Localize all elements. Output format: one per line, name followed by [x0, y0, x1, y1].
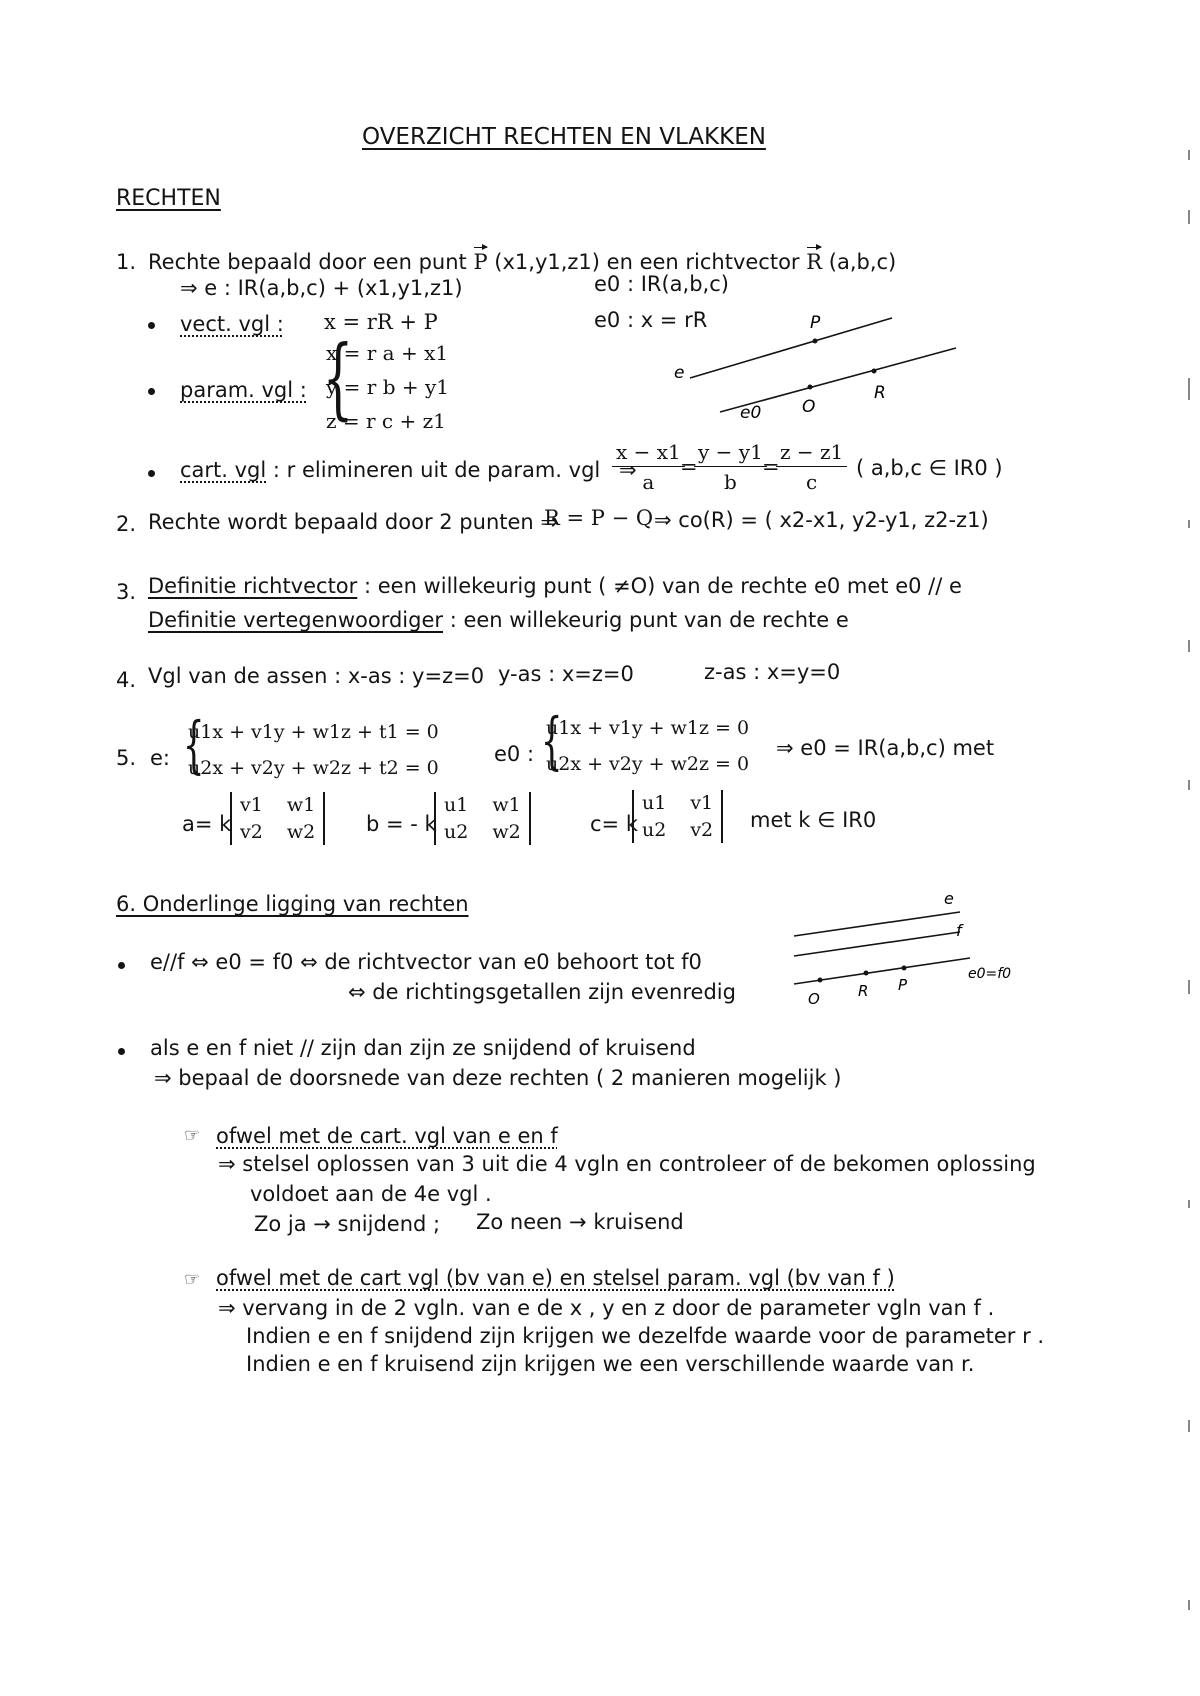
- fraction-x: [612, 440, 685, 494]
- scan-edge-mark: [1188, 378, 1190, 400]
- not-parallel-text: als e en f niet // zijn dan zijn ze snijdend of kruisend: [150, 1036, 696, 1060]
- e-brace: {: [182, 708, 205, 781]
- item4-number: 4.: [116, 668, 137, 692]
- fraction-y-num: y − y1: [694, 440, 767, 467]
- e0-vect-equation: e0 : x = rR: [594, 308, 708, 332]
- e0-brace: {: [540, 704, 563, 777]
- scan-edge-mark: [1188, 780, 1190, 790]
- fig-label-f: f: [956, 921, 962, 940]
- fig-label-e0: e0: [740, 403, 762, 423]
- item1-e-equation: ⇒ e : IR(a,b,c) + (x1,y1,z1): [180, 276, 463, 300]
- item1-line: [148, 250, 896, 274]
- det-a-22: w2: [286, 820, 316, 843]
- e0-equation-2: u2x + v2y + w2z = 0: [546, 753, 750, 775]
- vector-P: P: [473, 250, 488, 274]
- line-figure-1: [660, 300, 1000, 440]
- point-R: [864, 971, 869, 976]
- det-c-21: u2: [642, 818, 667, 841]
- section-heading: RECHTEN: [116, 186, 221, 211]
- cart-vgl-text: : r elimineren uit de param. vgl: [272, 458, 601, 482]
- item5-e-label: e:: [150, 746, 170, 770]
- vect-vgl-label: vect. vgl :: [180, 312, 284, 336]
- fig-label-e: e: [944, 889, 954, 908]
- det-c-22: v2: [690, 818, 714, 841]
- method2-line1: ⇒ vervang in de 2 vgln. van e de x , y en z door de parameter vgln van f .: [218, 1296, 995, 1320]
- det-b-21: u2: [444, 820, 469, 843]
- item1-e0-equation: e0 : IR(a,b,c): [594, 272, 729, 296]
- item6-heading: 6. Onderlinge ligging van rechten: [116, 892, 469, 916]
- item1-p-coords: (x1,y1,z1): [494, 250, 600, 274]
- item4-y-as: y-as : x=z=0: [498, 662, 634, 686]
- pointing-hand-icon: ☞: [184, 1125, 201, 1146]
- fig-label-P: P: [810, 313, 821, 333]
- vector-R: R: [806, 250, 823, 274]
- def-richtvector-text: : een willekeurig punt ( ≠O) van de rechte e0 met e0 // e: [363, 574, 962, 598]
- item3-def1: [148, 574, 962, 598]
- item1-text-a: Rechte bepaald door een punt: [148, 250, 467, 274]
- scan-edge-mark: [1188, 520, 1190, 528]
- e-equation-2: u2x + v2y + w2z + t2 = 0: [188, 757, 439, 779]
- det-c-12: v1: [690, 792, 714, 814]
- param-vgl-label: param. vgl :: [180, 378, 307, 402]
- item2-text: Rechte wordt bepaald door 2 punten ⇒: [148, 510, 558, 534]
- method1-label: ofwel met de cart. vgl van e en f: [216, 1124, 558, 1148]
- fig-label-e: e: [674, 363, 685, 383]
- point-P: [813, 339, 818, 344]
- def-vertegenwoordiger-text: : een willekeurig punt van de rechte e: [449, 608, 849, 632]
- method1-line1: ⇒ stelsel oplossen van 3 uit die 4 vgln en controleer of de bekomen oplossing: [218, 1152, 1036, 1176]
- a-label: a= k: [182, 812, 232, 836]
- bullet: [148, 322, 155, 329]
- determinant-b: [434, 792, 531, 845]
- page-title: OVERZICHT RECHTEN EN VLAKKEN: [362, 124, 766, 150]
- item3-number: 3.: [116, 580, 137, 604]
- method2-line3: Indien e en f kruisend zijn krijgen we een verschillende waarde van r.: [246, 1352, 975, 1376]
- item1-r-coords: (a,b,c): [828, 250, 897, 274]
- cart-vgl-label: cart. vgl: [180, 458, 267, 482]
- method2-line2: Indien e en f snijdend zijn krijgen we dezelfde waarde voor de parameter r .: [246, 1324, 1045, 1348]
- fig-label-e0f0: e0=f0: [968, 966, 1012, 982]
- determinant-a: [230, 792, 325, 845]
- line-figure-2: [780, 884, 1020, 1014]
- e0-equation-1: u1x + v1y + w1z = 0: [546, 717, 750, 739]
- fig-label-O: O: [802, 397, 816, 417]
- det-b-11: u1: [444, 794, 469, 816]
- item1-text-b: en een richtvector: [606, 250, 800, 274]
- item5-result: ⇒ e0 = IR(a,b,c) met: [776, 736, 995, 760]
- item5-number: 5.: [116, 746, 137, 770]
- det-a-11: v1: [240, 794, 263, 816]
- det-b-22: w2: [492, 820, 521, 843]
- fraction-y: [694, 440, 767, 494]
- scan-edge-mark: [1188, 210, 1190, 224]
- fig-label-O: O: [808, 990, 820, 1008]
- cart-vgl-line: [180, 458, 637, 482]
- det-c-11: u1: [642, 792, 667, 814]
- fig-label-P: P: [898, 976, 908, 994]
- item2-coordinates: ⇒ co(R) = ( x2-x1, y2-y1, z2-z1): [654, 508, 989, 532]
- item1-number: 1.: [116, 250, 137, 274]
- item4-z-as: z-as : x=y=0: [704, 660, 841, 684]
- cart-condition: ( a,b,c ∈ IR0 ): [856, 456, 1003, 480]
- fig-label-R: R: [858, 982, 869, 1000]
- point-P: [902, 966, 907, 971]
- det-b-12: w1: [492, 794, 521, 816]
- bullet: [118, 962, 125, 969]
- def-richtvector-label: Definitie richtvector: [148, 574, 358, 598]
- scan-edge-mark: [1188, 1600, 1190, 1610]
- bullet: [148, 470, 155, 477]
- point-R: [872, 369, 877, 374]
- param-eq-y: y = r b + y1: [326, 375, 449, 399]
- param-brace: {: [322, 326, 354, 429]
- c-label: c= k: [590, 812, 638, 836]
- det-a-21: v2: [240, 820, 263, 843]
- fraction-x-num: x − x1: [612, 440, 685, 467]
- item2-equation: R = P − Q: [544, 506, 654, 530]
- method1-line2: voldoet aan de 4e vgl .: [250, 1182, 492, 1206]
- scan-edge-mark: [1188, 980, 1190, 994]
- b-label: b = - k: [366, 812, 437, 836]
- param-eq-x: x = r a + x1: [326, 341, 449, 365]
- scan-edge-mark: [1188, 150, 1190, 160]
- fraction-z-den: c: [806, 470, 818, 494]
- param-eq-z: z = r c + z1: [326, 409, 446, 433]
- fraction-z: [776, 440, 847, 494]
- determinant-c: [632, 790, 723, 843]
- method2-label: ofwel met de cart vgl (bv van e) en stelsel param. vgl (bv van f ): [216, 1266, 895, 1290]
- method1-line3b: Zo neen → kruisend: [476, 1210, 684, 1234]
- point-O: [818, 978, 823, 983]
- item4-text: Vgl van de assen : x-as : y=z=0: [148, 664, 485, 688]
- bullet: [148, 388, 155, 395]
- fraction-x-den: a: [642, 470, 655, 494]
- cart-vgl-arrow: ⇒: [618, 458, 637, 482]
- parallel-line-a: e//f ⇔ e0 = f0 ⇔ de richtvector van e0 behoort tot f0: [150, 950, 702, 974]
- parallel-line-b: ⇔ de richtingsgetallen zijn evenredig: [348, 980, 736, 1004]
- e-equation-1: u1x + v1y + w1z + t1 = 0: [188, 721, 439, 743]
- def-vertegenwoordiger-label: Definitie vertegenwoordiger: [148, 608, 444, 632]
- scan-edge-mark: [1188, 1200, 1190, 1208]
- fig-label-R: R: [874, 383, 886, 403]
- k-condition: met k ∈ IR0: [750, 808, 877, 832]
- item2-number: 2.: [116, 512, 137, 536]
- fraction-z-num: z − z1: [776, 440, 847, 467]
- method1-line3a: Zo ja → snijdend ;: [254, 1212, 441, 1236]
- vect-vgl-equation: x = rR + P: [324, 310, 438, 334]
- pointing-hand-icon: ☞: [184, 1269, 201, 1290]
- scan-edge-mark: [1188, 640, 1190, 652]
- bullet: [118, 1048, 125, 1055]
- item3-def2: [148, 608, 849, 632]
- det-a-12: w1: [286, 794, 316, 816]
- fraction-y-den: b: [723, 470, 737, 494]
- equals-sign: =: [680, 455, 698, 479]
- scan-edge-mark: [1188, 1420, 1190, 1432]
- bepaal-text: ⇒ bepaal de doorsnede van deze rechten ( 2 manieren mogelijk ): [154, 1066, 842, 1090]
- point-O: [808, 385, 813, 390]
- item5-e0-label: e0 :: [494, 742, 535, 766]
- equals-sign: =: [762, 455, 780, 479]
